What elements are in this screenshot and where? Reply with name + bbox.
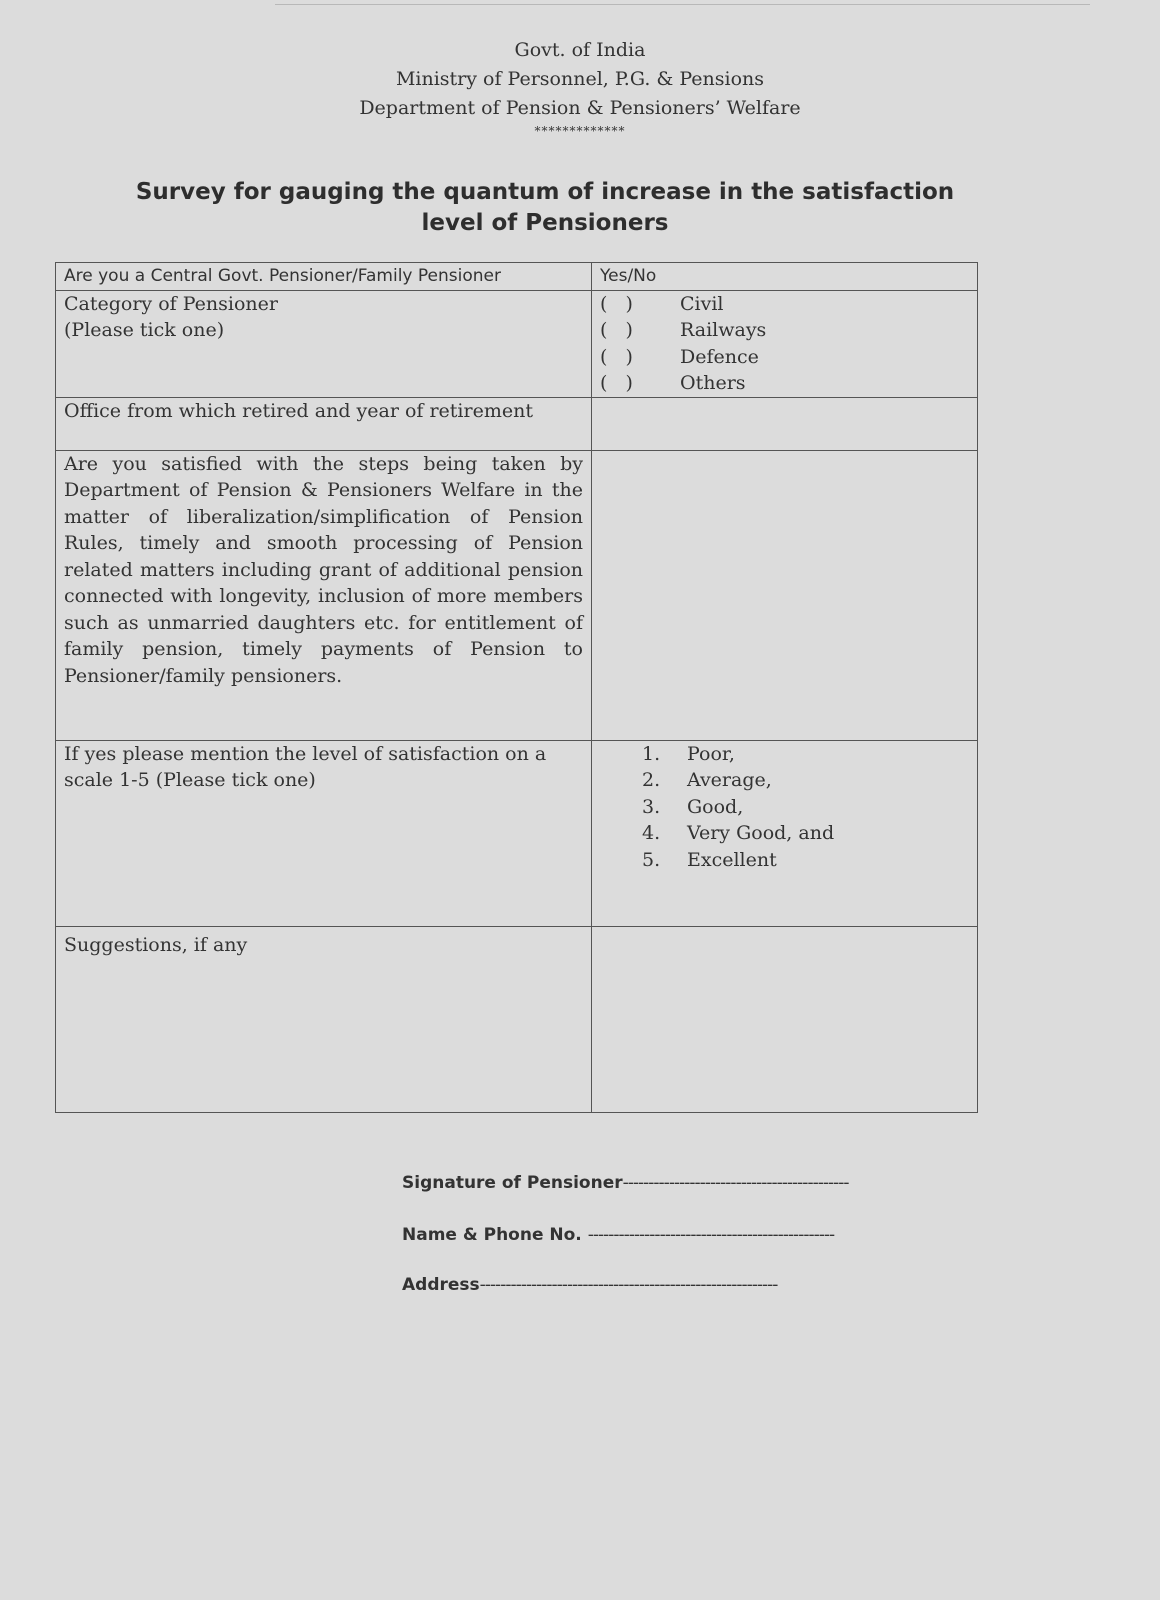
satisfaction-scale <box>592 740 978 926</box>
row-office <box>56 397 978 450</box>
header-department: Department of Pension & Pensioners’ Welfare <box>359 97 801 119</box>
row-category <box>56 290 978 397</box>
scale-option-very-good[interactable] <box>642 820 969 847</box>
scale-number: 4. <box>642 822 661 844</box>
row-pensioner-type <box>56 263 978 291</box>
category-options <box>592 290 978 397</box>
address-dashes: ---------------------------------------------------------- <box>479 1275 778 1295</box>
scale-number: 1. <box>642 742 661 765</box>
scale-label: Excellent <box>687 848 777 871</box>
option-railways[interactable] <box>600 317 969 344</box>
address-line[interactable] <box>402 1275 777 1295</box>
survey-title <box>0 177 1090 239</box>
row-satisfied <box>56 450 978 740</box>
option-civil[interactable] <box>600 291 969 318</box>
question-suggestions <box>56 926 592 1112</box>
survey-table <box>55 262 978 1113</box>
signature-label: Signature of Pensioner <box>402 1173 623 1193</box>
tick-box[interactable]: ( ) <box>600 292 633 315</box>
scale-label: Very Good, and <box>687 822 835 844</box>
category-label: Category of Pensioner <box>64 292 278 315</box>
scale-number: 2. <box>642 769 661 791</box>
answer-office-retired[interactable] <box>592 397 978 450</box>
name-phone-line[interactable] <box>402 1225 834 1245</box>
header-govt: Govt. of India <box>514 39 646 61</box>
scale-label: Average, <box>687 769 772 791</box>
option-label: Civil <box>680 292 724 315</box>
signature-line[interactable] <box>402 1173 849 1193</box>
option-label: Defence <box>680 345 759 368</box>
name-phone-label: Name & Phone No. <box>402 1225 588 1245</box>
option-label: Railways <box>680 319 767 341</box>
scale-option-excellent[interactable] <box>642 847 969 874</box>
title-line-1: Survey for gauging the quantum of increase in the satisfaction <box>135 179 955 205</box>
category-instruction: (Please tick one) <box>64 319 225 341</box>
answer-suggestions[interactable] <box>592 926 978 1112</box>
scale-option-poor[interactable] <box>642 741 969 768</box>
scan-top-line <box>275 4 1090 5</box>
tick-box[interactable]: ( ) <box>600 319 633 341</box>
address-label: Address <box>402 1275 480 1295</box>
question-central-govt-pensioner: Are you a Central Govt. Pensioner/Family Pensioner <box>56 263 592 291</box>
tick-box[interactable]: ( ) <box>600 345 633 368</box>
row-satisfaction-level <box>56 740 978 926</box>
question-satisfaction-level: If yes please mention the level of satisfaction on a scale 1-5 (Please tick one) <box>56 740 592 926</box>
option-others[interactable] <box>600 370 969 397</box>
answer-satisfied[interactable] <box>592 450 978 740</box>
scale-label: Poor, <box>687 742 735 765</box>
scale-number: 3. <box>642 795 661 818</box>
scale-option-average[interactable] <box>642 767 969 794</box>
question-office-retired: Office from which retired and year of retirement <box>56 397 592 450</box>
scale-option-good[interactable] <box>642 794 969 821</box>
question-category <box>56 290 592 397</box>
option-label: Others <box>680 372 746 394</box>
signature-dashes: -------------------------------------------- <box>622 1173 849 1193</box>
document-header <box>0 36 1160 139</box>
row-suggestions <box>56 926 978 1112</box>
answer-yes-no[interactable]: Yes/No <box>592 263 978 291</box>
question-satisfied: Are you satisfied with the steps being taken by Department of Pension & Pensioners Welfare in the matter of liberalization/simplification of Pension Rules, timely and smooth processing of Pension related matters including grant of additional pension connected with longevity, inclusion of more members such as unmarried daughters etc. for entitlement of family pension, timely payments of Pension to Pensioner/family pensioners. <box>56 450 592 740</box>
scale-number: 5. <box>642 848 661 871</box>
suggestions-label: Suggestions, if any <box>64 933 248 956</box>
option-defence[interactable] <box>600 344 969 371</box>
tick-box[interactable]: ( ) <box>600 372 633 394</box>
header-stars: ************* <box>534 124 626 138</box>
scale-label: Good, <box>687 795 744 818</box>
name-phone-dashes: ------------------------------------------------ <box>587 1225 835 1245</box>
header-ministry: Ministry of Personnel, P.G. & Pensions <box>395 68 765 90</box>
title-line-2: level of Pensioners <box>421 210 669 236</box>
